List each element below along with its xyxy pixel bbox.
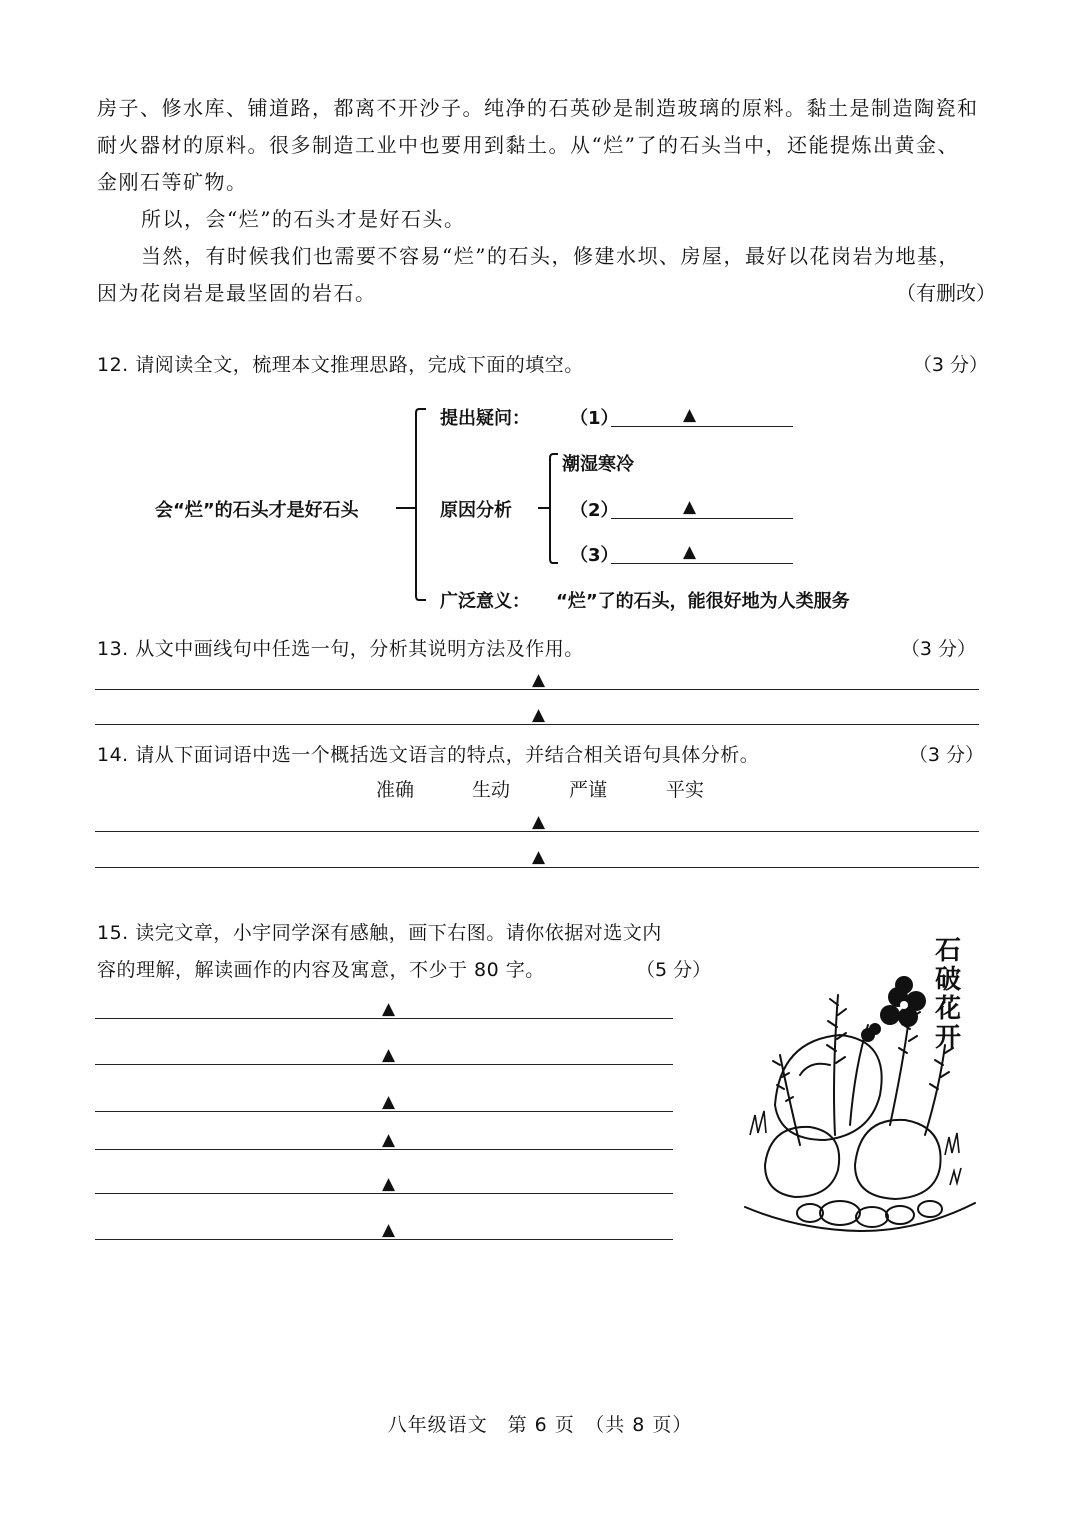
blank-3-number: （3） [570,545,619,566]
blank-marker: ▲ [382,1130,396,1150]
passage-line: 当然，有时候我们也需要不容易“烂”的石头，修建水坝、房屋，最好以花岗岩为地基， [141,244,960,268]
page-footer: 八年级语文 第 6 页 （共 8 页） [387,1414,693,1436]
q15-answer-line[interactable] [95,1193,673,1194]
blank-2-line[interactable] [611,518,793,519]
blank-marker: ▲ [382,1045,396,1065]
diagram-brackets [0,0,1080,640]
q13-answer-line[interactable] [95,689,979,690]
blank-marker: ▲ [532,705,546,725]
q15-prompt-line-1: 15. 读完文章，小宇同学深有感触，画下右图。请你依据对选文内 [97,922,662,944]
q14-option: 严谨 [569,779,608,801]
diagram-branch-significance: 广泛意义： [440,591,530,612]
blank-1-line[interactable] [611,426,793,427]
blank-marker: ▲ [683,497,697,517]
diagram-branch-question: 提出疑问： [440,408,530,429]
q12-score: （3 分） [912,354,988,376]
passage-line: 所以，会“烂”的石头才是好石头。 [141,207,466,231]
diagram-root: 会“烂”的石头才是好石头 [155,500,359,521]
blank-1-number: （1） [570,408,619,429]
q13-answer-line[interactable] [95,724,979,725]
diagram-significance-text: “烂”了的石头，能很好地为人类服务 [556,591,850,612]
blank-marker: ▲ [382,999,396,1019]
illustration-caption: 石破花开 [935,937,962,1053]
q14-option: 平实 [666,779,705,801]
blank-marker: ▲ [683,542,697,562]
q14-answer-line[interactable] [95,831,979,832]
passage-line: 房子、修水库、铺道路，都离不开沙子。纯净的石英砂是制造玻璃的原料。黏土是制造陶瓷和 [97,96,979,120]
q14-option: 准确 [376,779,415,801]
q14-answer-line[interactable] [95,867,979,868]
source-note: （有删改） [896,281,996,305]
q14-prompt: 14. 请从下面词语中选一个概括选文语言的特点，并结合相关语句具体分析。 [97,744,760,766]
blank-marker: ▲ [382,1174,396,1194]
blank-marker: ▲ [532,812,546,832]
q12-prompt: 12. 请阅读全文，梳理本文推理思路，完成下面的填空。 [97,354,584,376]
blank-2-number: （2） [570,500,619,521]
blank-marker: ▲ [683,405,697,425]
q14-option: 生动 [472,779,511,801]
q13-prompt: 13. 从文中画线句中任选一句，分析其说明方法及作用。 [97,638,584,660]
diagram-reason-1: 潮湿寒冷 [562,454,634,475]
q15-answer-line[interactable] [95,1239,673,1240]
q13-score: （3 分） [900,638,976,660]
blank-3-line[interactable] [611,563,793,564]
passage-line: 金刚石等矿物。 [97,170,248,194]
passage-line: 耐火器材的原料。很多制造工业中也要用到黏土。从“烂”了的石头当中，还能提炼出黄金、 [97,133,959,157]
q15-answer-line[interactable] [95,1149,673,1150]
diagram-branch-reason: 原因分析 [440,500,512,521]
q15-answer-line[interactable] [95,1018,673,1019]
q15-answer-line[interactable] [95,1064,673,1065]
blank-marker: ▲ [382,1092,396,1112]
q14-score: （3 分） [908,744,984,766]
q15-score: （5 分） [636,959,712,981]
blank-marker: ▲ [532,847,546,867]
rock-flower-illustration [740,935,985,1250]
q15-answer-line[interactable] [95,1111,673,1112]
q15-prompt-line-2: 容的理解，解读画作的内容及寓意，不少于 80 字。 [97,959,545,981]
blank-marker: ▲ [382,1220,396,1240]
passage-line: 因为花岗岩是最坚固的岩石。 [97,281,377,305]
blank-marker: ▲ [532,670,546,690]
